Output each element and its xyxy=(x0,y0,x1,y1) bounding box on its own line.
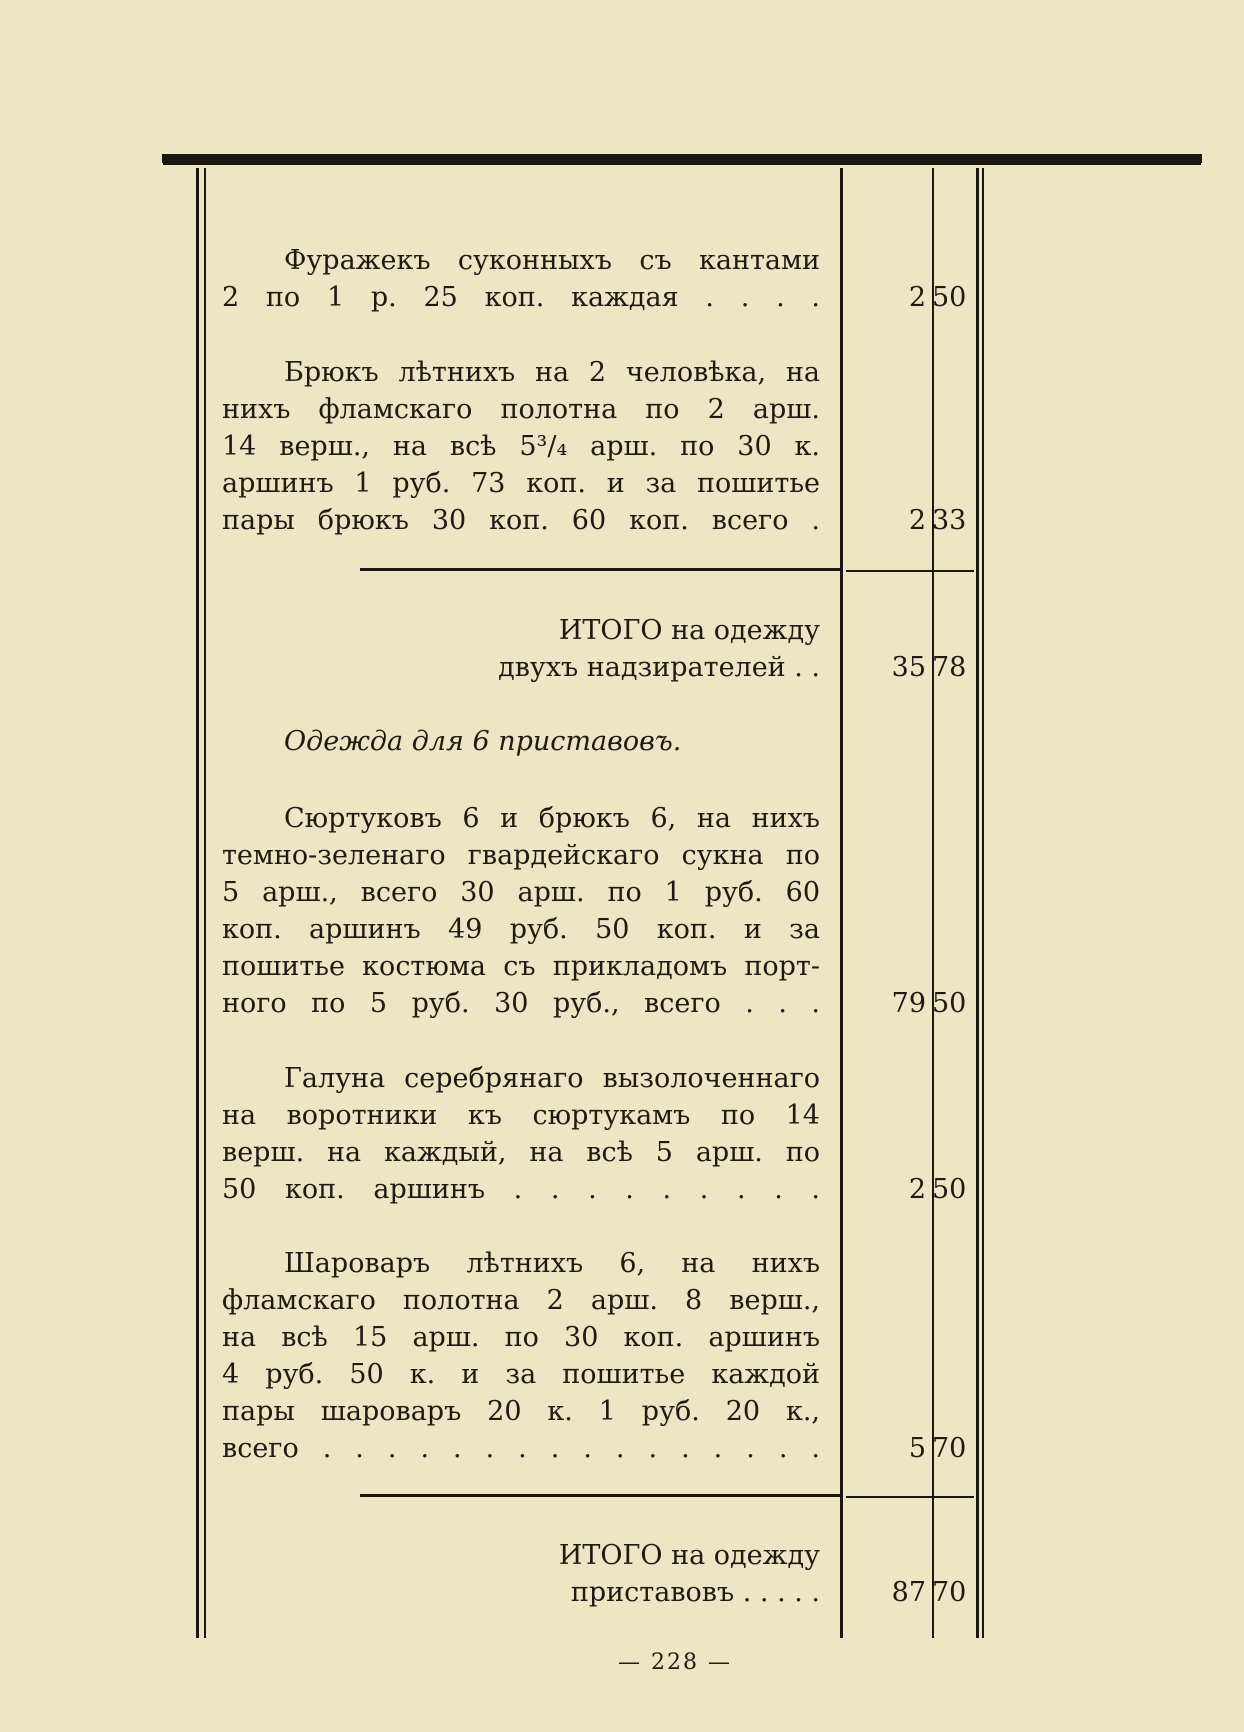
entry-line: верш. на каждый, на всѣ 5 арш. по xyxy=(222,1137,820,1168)
ledger-entry xyxy=(222,800,820,1022)
entry-line: 5 арш., всего 30 арш. по 1 руб. 60 xyxy=(222,877,820,908)
amount-rubles: 2 xyxy=(908,505,926,536)
amount-rubles: 79 xyxy=(891,988,926,1019)
text-column-rule xyxy=(840,168,843,1638)
subtotal-rule-2-amounts xyxy=(846,1496,974,1498)
entry-line: пары брюкъ 30 коп. 60 коп. всего . xyxy=(222,505,820,536)
entry-line: 14 верш., на всѣ 5³/₄ арш. по 30 к. xyxy=(222,431,820,462)
ledger-entry xyxy=(222,1060,820,1208)
amount-kopecks: 70 xyxy=(932,1433,967,1464)
entry-line: на воротники къ сюртукамъ по 14 xyxy=(222,1100,820,1131)
subtotal-entry xyxy=(222,612,820,686)
subtotal-rubles: 35 xyxy=(891,652,926,683)
ledger-entry xyxy=(222,242,820,316)
ledger-entry xyxy=(222,354,820,539)
kop-column-rule xyxy=(976,168,979,1638)
amount-rubles: 5 xyxy=(908,1433,926,1464)
entry-line: нихъ фламскаго полотна по 2 арш. xyxy=(222,394,820,425)
page-number: — 228 — xyxy=(618,1650,732,1675)
subtotal-kopecks: 78 xyxy=(932,652,967,683)
subtotal-entry xyxy=(222,1537,820,1611)
entry-line: на всѣ 15 арш. по 30 коп. аршинъ xyxy=(222,1322,820,1353)
entry-line: пошитье костюма съ прикладомъ порт- xyxy=(222,951,820,982)
top-rule xyxy=(162,154,1202,163)
amount-rubles: 2 xyxy=(908,1174,926,1205)
ledger-entry xyxy=(222,1245,820,1467)
subtotal-rubles: 87 xyxy=(891,1577,926,1608)
subtotal-line: ИТОГО на одежду xyxy=(558,615,820,646)
entry-line: 50 коп. аршинъ . . . . . . . . . xyxy=(222,1174,820,1205)
entry-line: фламскаго полотна 2 арш. 8 верш., xyxy=(222,1285,820,1316)
section-heading xyxy=(222,723,820,760)
subtotal-line: ИТОГО на одежду xyxy=(558,1540,820,1571)
section-heading-text: Одежда для 6 приставовъ. xyxy=(284,726,682,757)
subtotal-rule-1-amounts xyxy=(846,570,974,572)
rub-column-rule xyxy=(932,168,934,1638)
entry-line: 2 по 1 р. 25 коп. каждая . . . . xyxy=(222,282,820,313)
entry-line: 4 руб. 50 к. и за пошитье каждой xyxy=(222,1359,820,1390)
left-inner-rule xyxy=(204,168,206,1638)
entry-line: ного по 5 руб. 30 руб., всего . . . xyxy=(222,988,820,1019)
subtotal-line: приставовъ . . . . . xyxy=(570,1577,820,1608)
right-outer-rule xyxy=(982,168,984,1638)
amount-kopecks: 50 xyxy=(932,988,967,1019)
entry-line: темно-зеленаго гвардейскаго сукна по xyxy=(222,840,820,871)
amount-kopecks: 33 xyxy=(932,505,967,536)
entry-line: Фуражекъ суконныхъ съ кантами xyxy=(284,245,820,276)
entry-line: коп. аршинъ 49 руб. 50 коп. и за xyxy=(222,914,820,945)
amount-kopecks: 50 xyxy=(932,1174,967,1205)
amount-kopecks: 50 xyxy=(932,282,967,313)
entry-line: Брюкъ лѣтнихъ на 2 человѣка, на xyxy=(284,357,820,388)
subtotal-rule-2 xyxy=(360,1494,840,1497)
entry-line: всего . . . . . . . . . . . . . . . . xyxy=(222,1433,820,1464)
subtotal-line: двухъ надзирателей . . xyxy=(498,652,820,683)
entry-line: пары шароваръ 20 к. 1 руб. 20 к., xyxy=(222,1396,820,1427)
subtotal-kopecks: 70 xyxy=(932,1577,967,1608)
entry-line: аршинъ 1 руб. 73 коп. и за пошитье xyxy=(222,468,820,499)
left-outer-rule xyxy=(196,168,199,1638)
entry-line: Шароваръ лѣтнихъ 6, на нихъ xyxy=(284,1248,820,1279)
entry-line: Галуна серебрянаго вызолоченнаго xyxy=(284,1063,820,1094)
subtotal-rule-1 xyxy=(360,568,840,571)
entry-line: Сюртуковъ 6 и брюкъ 6, на нихъ xyxy=(284,803,820,834)
amount-rubles: 2 xyxy=(908,282,926,313)
